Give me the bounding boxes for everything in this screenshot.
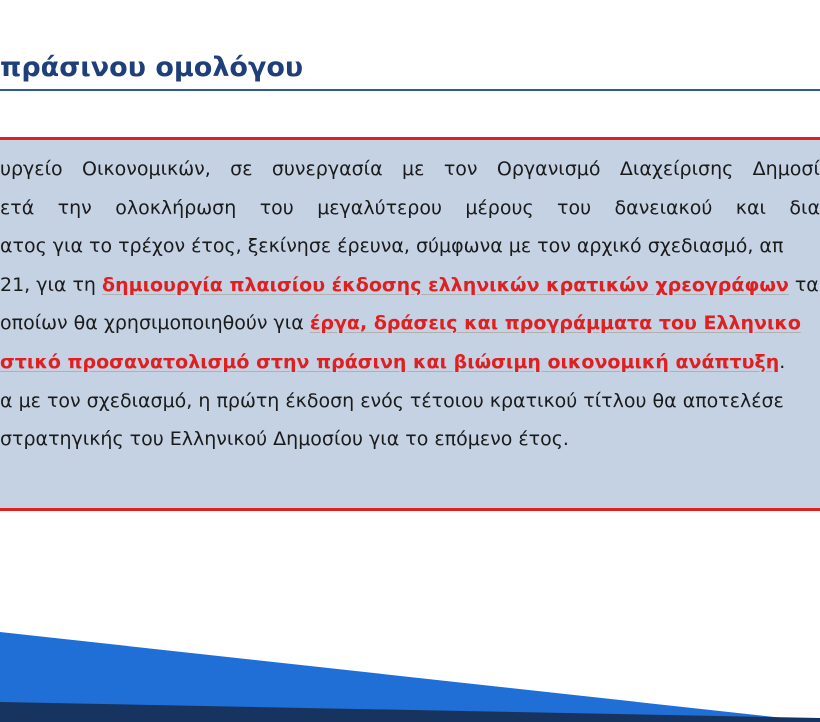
text-segment: ατος για το τρέχον έτος, ξεκίνησε έρευνα, σύμφωνα με τον αρχικό σχεδιασμό, απ [0, 235, 784, 258]
text-word: Διαχείρισης [619, 158, 734, 180]
text-segment: τα [788, 273, 819, 296]
text-word: την [57, 196, 92, 219]
text-segment: οποίων θα χρησιμοποιηθούν για [0, 312, 310, 335]
highlighted-text: στικό προσανατολισμό στην πράσινη και βιώσιμη οικονομική ανάπτυξη [0, 350, 780, 373]
text-word: του [557, 196, 592, 219]
title-divider [0, 89, 820, 91]
text-word: ολοκλήρωση [115, 196, 237, 219]
text-segment: . [779, 350, 786, 373]
highlighted-text: δημιουργία πλαισίου έκδοσης ελληνικών κρατικών χρεογράφων [102, 273, 789, 296]
text-line [0, 348, 820, 387]
text-segment: στρατηγικής του Ελληνικού Δημοσίου για το επόμενο έτος. [0, 428, 569, 451]
text-word: τον [443, 158, 478, 180]
text-word: σε [230, 158, 253, 180]
text-word: συνεργασία [271, 158, 383, 180]
text-line [0, 387, 820, 426]
text-word: Οργανισμό [496, 158, 601, 180]
text-word: του [259, 196, 294, 219]
text-segment: 21, για τη [0, 273, 103, 296]
text-word: Δημοσί [752, 158, 820, 180]
highlighted-text: έργα, δράσεις και προγράμματα του Ελληνικο [309, 312, 801, 335]
body-text [0, 155, 820, 464]
text-line [0, 309, 820, 348]
text-line [0, 271, 820, 310]
text-word: με [402, 158, 425, 180]
text-line [0, 194, 820, 233]
footer-band [0, 632, 820, 722]
text-word: μέρους [465, 196, 534, 219]
slide-title: πράσινου ομολόγου [0, 52, 304, 83]
text-line [0, 155, 820, 194]
text-word: υργείο [0, 158, 63, 180]
text-word: μεγαλύτερου [317, 196, 442, 219]
text-segment: α με τον σχεδιασμό, η πρώτη έκδοση ενός τέτοιου κρατικού τίτλου θα αποτελέσε [0, 389, 784, 412]
text-word: Οικονομικών, [82, 158, 211, 180]
text-line [0, 232, 820, 271]
text-word: δια [789, 196, 820, 219]
text-line [0, 425, 820, 464]
text-word: ετά [0, 196, 35, 219]
text-word: δανειακού [614, 196, 713, 219]
text-word: και [735, 196, 766, 219]
